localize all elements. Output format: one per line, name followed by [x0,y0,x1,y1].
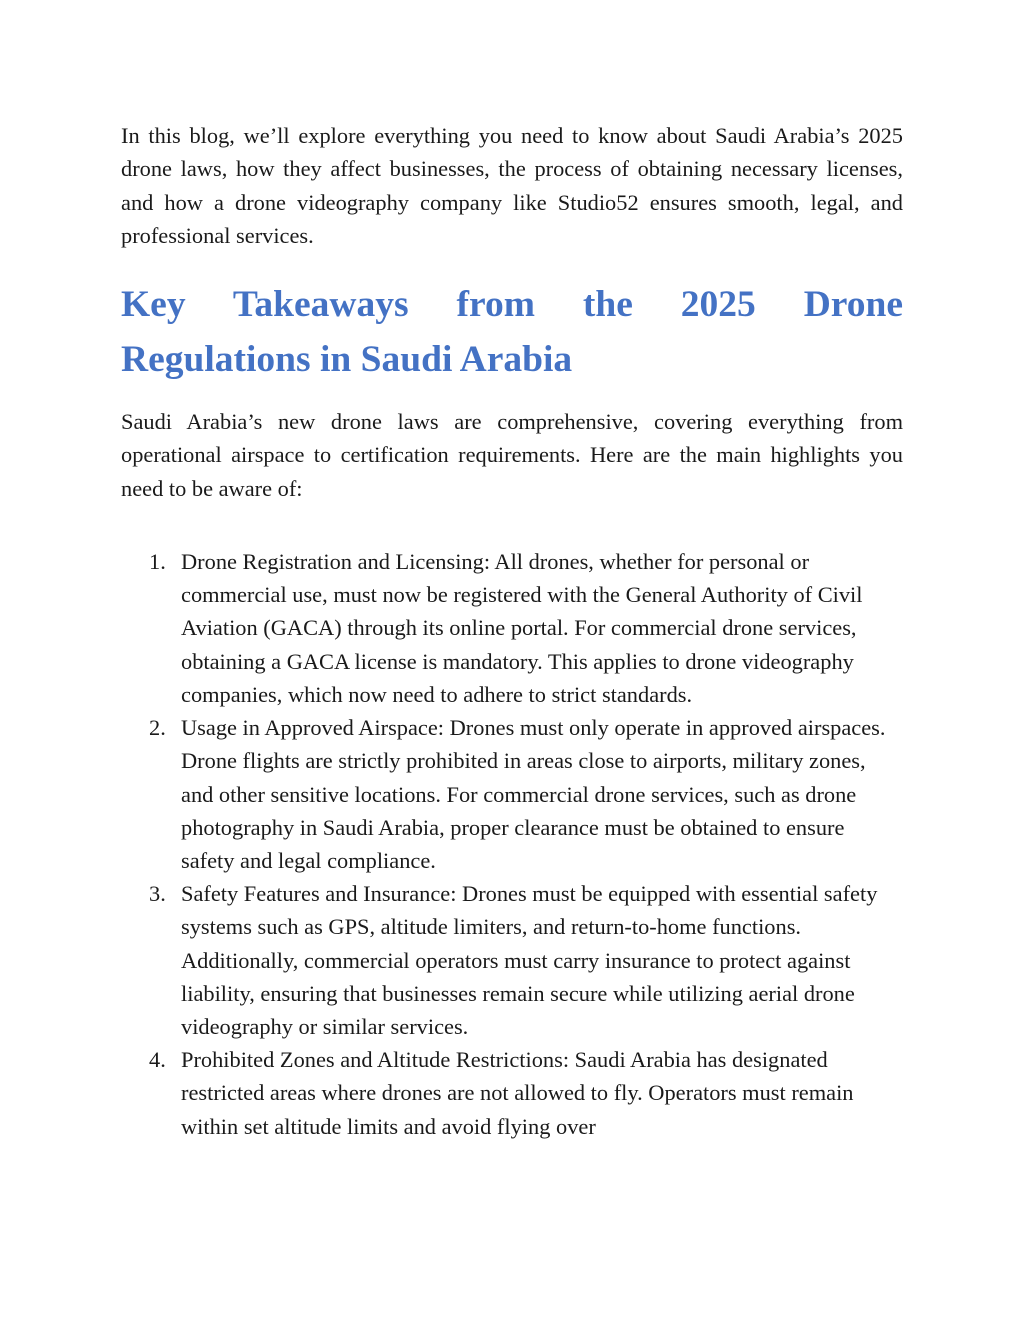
list-item-number: 2. [149,715,166,741]
takeaways-list [121,545,903,1143]
list-item-number: 1. [149,549,166,575]
list-item [121,877,903,1043]
intro-paragraph: In this blog, we’ll explore everything you need to know about Saudi Arabia’s 2025 drone laws, how they affect businesses, the process of obtaining necessary licenses, and how a drone videography company like Studio52 ensures smooth, legal, and professional services. [121,123,903,248]
list-item [121,545,903,711]
lead-paragraph: Saudi Arabia’s new drone laws are comprehensive, covering everything from operational airspace to certification requirements. Here are the main highlights you need to be aware of: [121,409,903,501]
list-item-text: Safety Features and Insurance: Drones must be equipped with essential safety systems such as GPS, altitude limiters, and return-to-home functions. Additionally, commercial operators must carry insurance to protect against liability, ensuring that businesses remain secure while utilizing aerial drone videography or similar services. [181,881,878,1039]
list-item-text: Drone Registration and Licensing: All drones, whether for personal or commercial use, must now be registered with the General Authority of Civil Aviation (GACA) through its online portal. For commercial drone services, obtaining a GACA license is mandatory. This applies to drone videography companies, which now need to adhere to strict standards. [181,549,863,707]
list-item-text: Usage in Approved Airspace: Drones must only operate in approved airspaces. Drone flights are strictly prohibited in areas close to airports, military zones, and other sensitive locations. For commercial drone services, such as drone photography in Saudi Arabia, proper clearance must be obtained to ensure safety and legal compliance. [181,715,886,873]
list-item-number: 4. [149,1047,166,1073]
list-item-number: 3. [149,881,166,907]
section-heading: Key Takeaways from the 2025 Drone Regulations in Saudi Arabia [121,284,903,381]
document-page [121,119,903,1143]
list-item [121,1043,903,1143]
list-item-text: Prohibited Zones and Altitude Restrictions: Saudi Arabia has designated restricted areas where drones are not allowed to fly. Operators must remain within set altitude limits and avoid flying over [181,1047,854,1139]
list-item [121,711,903,877]
